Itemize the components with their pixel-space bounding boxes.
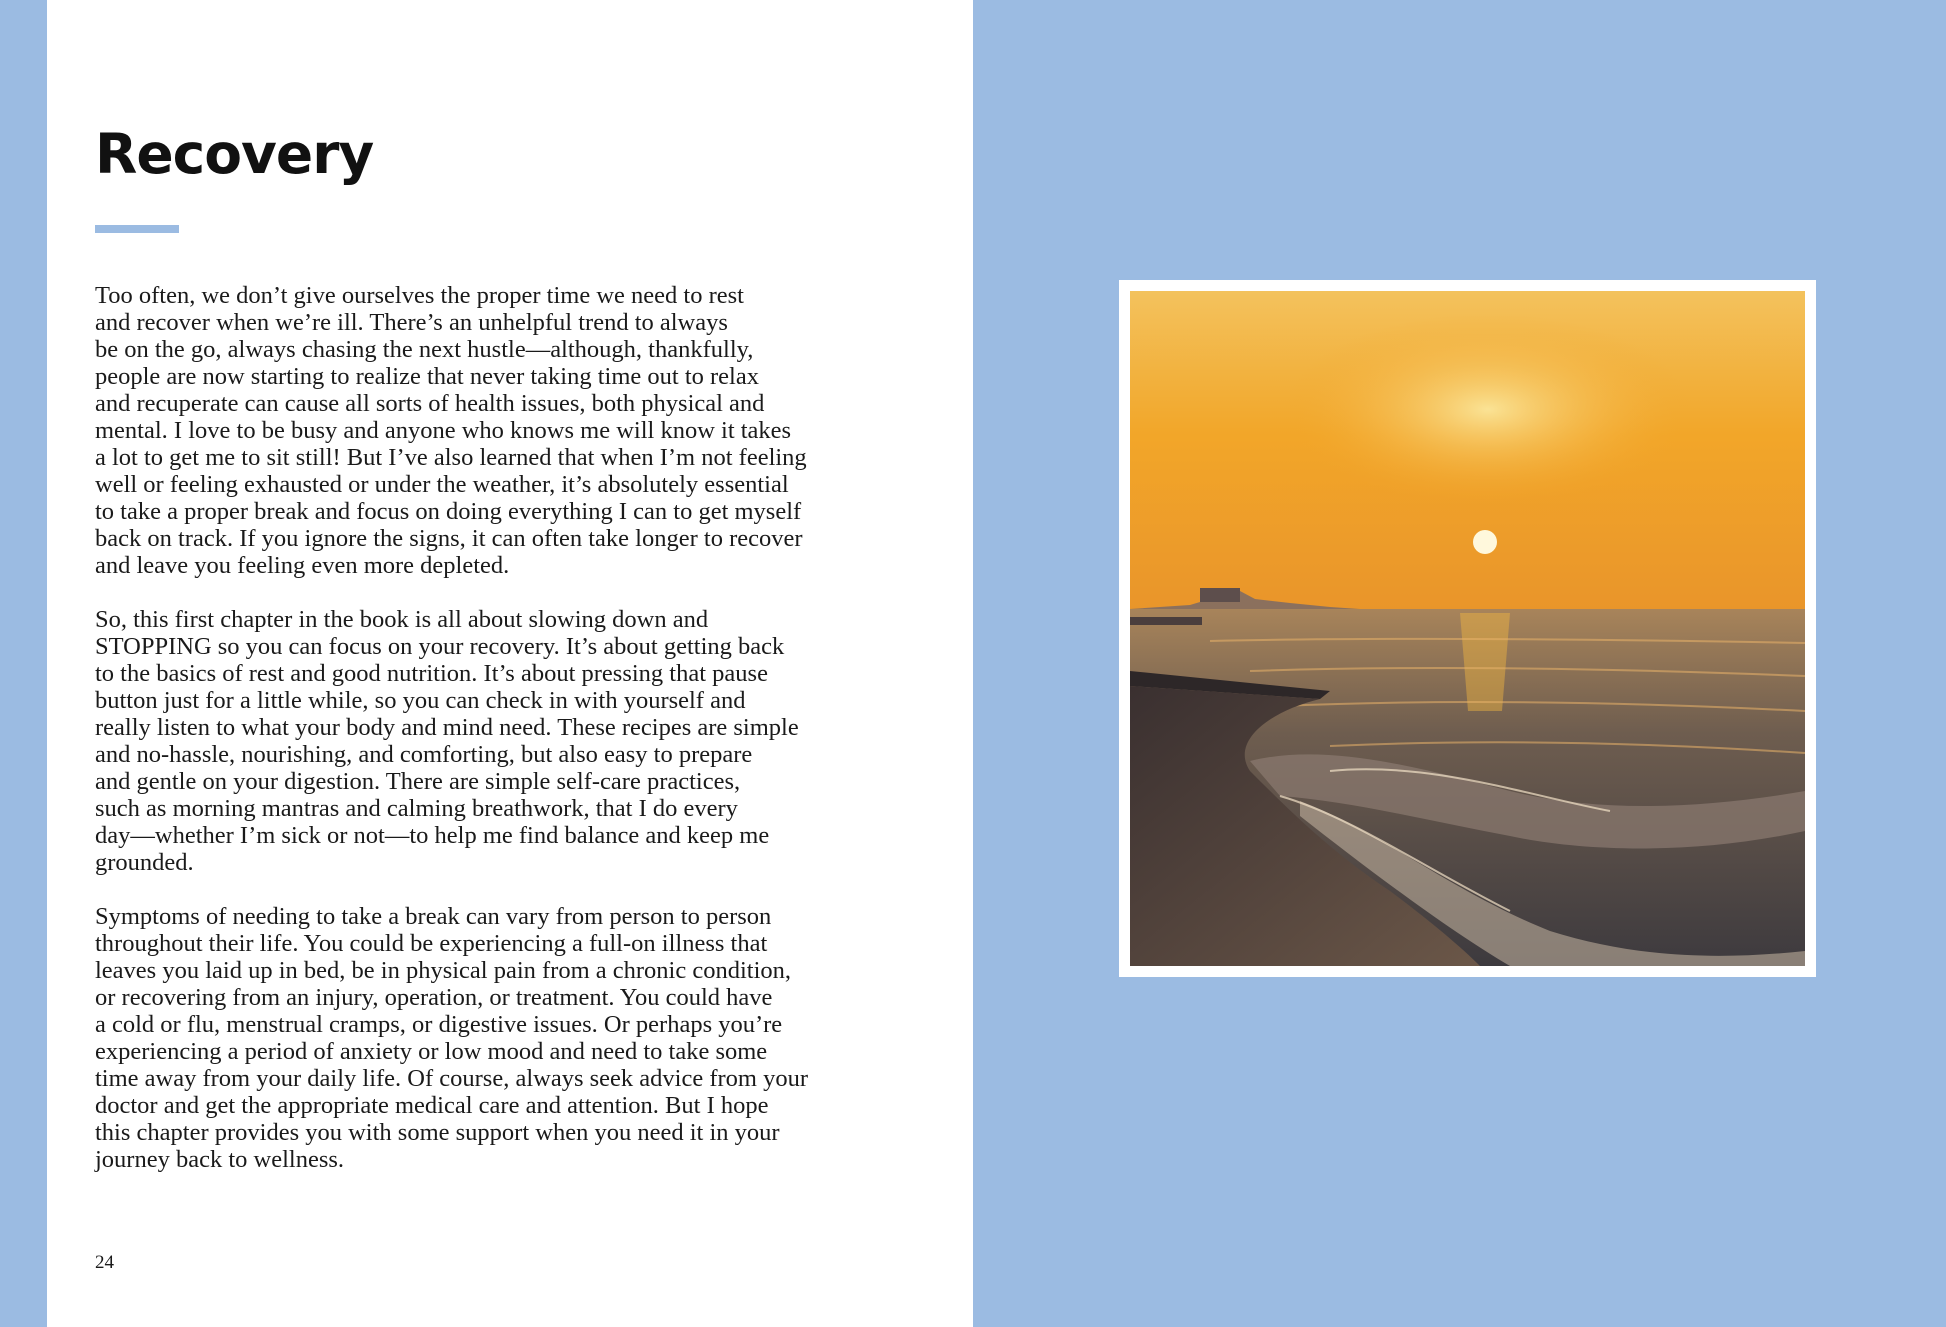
page-number: 24 [95,1252,114,1273]
title-underline [95,225,179,233]
paragraph-1: Too often, we don’t give ourselves the proper time we need to rest and recover when we’re ill. There’s an unhelpful trend to always be on the go, always chasing the next hustle—although, thankfully, people are now starting to realize that never taking time out to relax and recuperate can cause all sorts of health issues, both physical and mental. I love to be busy and anyone who knows me will know it takes a lot to get me to sit still! But I’ve also learned that when I’m not feeling well or feeling exhausted or under the weather, it’s absolutely essential to take a proper break and focus on doing everything I can to get myself back on track. If you ignore the signs, it can often take longer to recover and leave you feeling even more depleted. [95,282,807,579]
body-text [95,282,935,1200]
photo-frame [1119,280,1816,977]
paragraph-2: So, this first chapter in the book is all about slowing down and STOPPING so you can focus on your recovery. It’s about getting back to the basics of rest and good nutrition. It’s about pressing that pause button just for a little while, so you can check in with yourself and really listen to what your body and mind need. These recipes are simple and no-hassle, nourishing, and comforting, but also easy to prepare and gentle on your digestion. There are simple self-care practices, such as morning mantras and calming breathwork, that I do every day—whether I’m sick or not—to help me find balance and keep me grounded. [95,606,799,876]
paragraph-3: Symptoms of needing to take a break can vary from person to person throughout their life. You could be experiencing a full-on illness that leaves you laid up in bed, be in physical pain from a chronic condition, or recovering from an injury, operation, or treatment. You could have a cold or flu, menstrual cramps, or digestive issues. Or perhaps you’re experiencing a period of anxiety or low mood and need to take some time away from your daily life. Of course, always seek advice from your doctor and get the appropriate medical care and attention. But I hope this chapter provides you with some support when you need it in your journey back to wellness. [95,903,808,1173]
chapter-title: Recovery [95,122,374,186]
left-page [47,0,973,1327]
sunset-over-sea-photo [1130,291,1805,966]
